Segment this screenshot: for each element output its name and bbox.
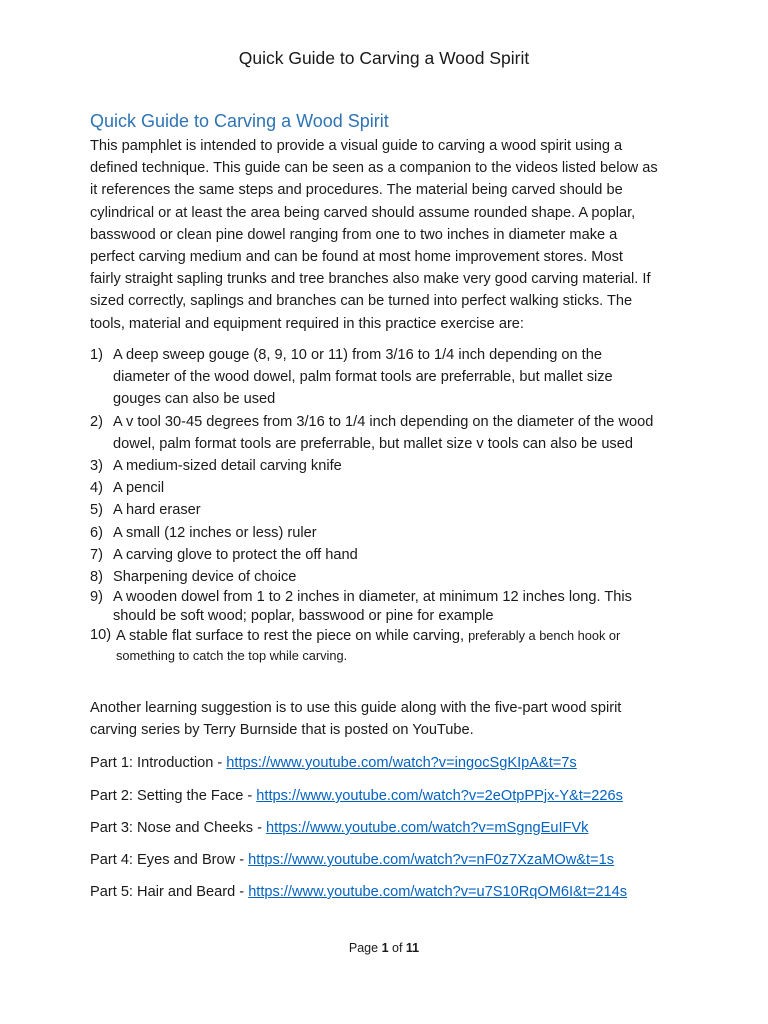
part-label: Part 3: Nose and Cheeks - [90,820,267,836]
suggestion-line: Another learning suggestion is to use this guide along with the five-part wood spirit [90,700,622,716]
list-text: A medium-sized detail carving knife [113,458,342,475]
footer-of: of [388,941,406,955]
intro-line: perfect carving medium and can be found at most home improvement stores. Most [90,249,623,266]
part-1-line [90,752,577,774]
part-label: Part 5: Hair and Beard - [90,884,249,900]
list-item [90,588,690,626]
list-text: A small (12 inches or less) ruler [113,524,317,541]
list-number: 9) [90,589,103,606]
footer-current-page: 1 [381,941,389,955]
list-text: A carving glove to protect the off hand [113,546,358,563]
list-item [90,344,690,411]
part-5-link[interactable]: https://www.youtube.com/watch?v=u7S10RqOM6I&t=214s [248,884,628,900]
list-text: gouges can also be used [113,391,276,408]
part-label: Part 2: Setting the Face - [90,788,257,804]
list-text: A deep sweep gouge (8, 9, 10 or 11) from 3/16 to 1/4 inch depending on the [113,347,602,363]
list-text: A hard eraser [113,502,201,519]
list-number: 6) [90,524,103,541]
intro-line: it references the same steps and procedures. The material being carved should be [90,182,623,199]
list-number: 1) [90,347,103,363]
part-2-link[interactable]: https://www.youtube.com/watch?v=2eOtpPPjx-Y&t=226s [256,788,623,804]
list-text-small: something to catch the top while carving. [116,648,348,664]
list-text: A pencil [113,480,165,497]
list-number: 7) [90,546,103,563]
intro-line: basswood or clean pine dowel ranging from one to two inches in diameter make a [90,226,618,243]
section-heading: Quick Guide to Carving a Wood Spirit [90,111,389,131]
list-text: Sharpening device of choice [113,569,297,586]
list-text: A stable flat surface to rest the piece on while carving, [116,628,469,645]
footer-prefix: Page [348,941,382,955]
part-label: Part 4: Eyes and Brow - [90,852,249,868]
intro-line: sized correctly, saplings and branches can be turned into perfect walking sticks. The [90,293,633,310]
part-5-line [90,881,627,903]
list-item [90,499,690,521]
intro-paragraph [90,135,690,335]
part-3-line [90,817,588,839]
part-1-link[interactable]: https://www.youtube.com/watch?v=ingocSgKIpA&t=7s [226,755,577,771]
part-3-link[interactable]: https://www.youtube.com/watch?v=mSgngEuIFVk [266,820,589,836]
part-label: Part 1: Introduction - [90,755,227,771]
suggestion-paragraph [90,697,690,741]
list-text: dowel, palm format tools are preferrable, but mallet size v tools can also be used [113,435,633,452]
list-number: 4) [90,480,103,497]
list-text: A wooden dowel from 1 to 2 inches in diameter, at minimum 12 inches long. This [113,589,632,606]
part-2-line [90,785,623,807]
intro-line: defined technique. This guide can be seen as a companion to the videos listed below as [90,160,658,177]
list-item [90,522,690,544]
intro-line: This pamphlet is intended to provide a visual guide to carving a wood spirit using a [90,138,623,154]
part-4-line [90,849,614,871]
intro-line: cylindrical or at least the area being carved should assume rounded shape. A poplar, [90,204,636,221]
list-number: 8) [90,569,103,586]
intro-line: fairly straight sapling trunks and tree branches also make very good carving material. If [90,271,651,288]
list-text-small: preferably a bench hook or [468,628,621,644]
list-item [90,455,690,477]
footer-total-pages: 11 [405,941,420,955]
part-4-link[interactable]: https://www.youtube.com/watch?v=nF0z7XzaMOw&t=1s [248,852,614,868]
list-text: diameter of the wood dowel, palm format tools are preferrable, but mallet size [113,369,613,386]
list-number: 5) [90,502,103,519]
list-text: A v tool 30-45 degrees from 3/16 to 1/4 inch depending on the diameter of the wood [113,413,654,430]
intro-line: tools, material and equipment required in this practice exercise are: [90,315,524,332]
list-item [90,626,690,666]
list-text: should be soft wood; poplar, basswood or pine for example [113,608,494,625]
list-item [90,411,690,455]
list-number: 10) [90,627,112,644]
page-header-title: Quick Guide to Carving a Wood Spirit [238,48,530,68]
list-number: 3) [90,458,103,475]
suggestion-line: carving series by Terry Burnside that is posted on YouTube. [90,722,474,739]
list-number: 2) [90,413,103,430]
list-item [90,477,690,499]
tools-list [90,344,690,666]
list-item [90,544,690,566]
list-item [90,566,690,588]
page-footer [0,941,768,955]
